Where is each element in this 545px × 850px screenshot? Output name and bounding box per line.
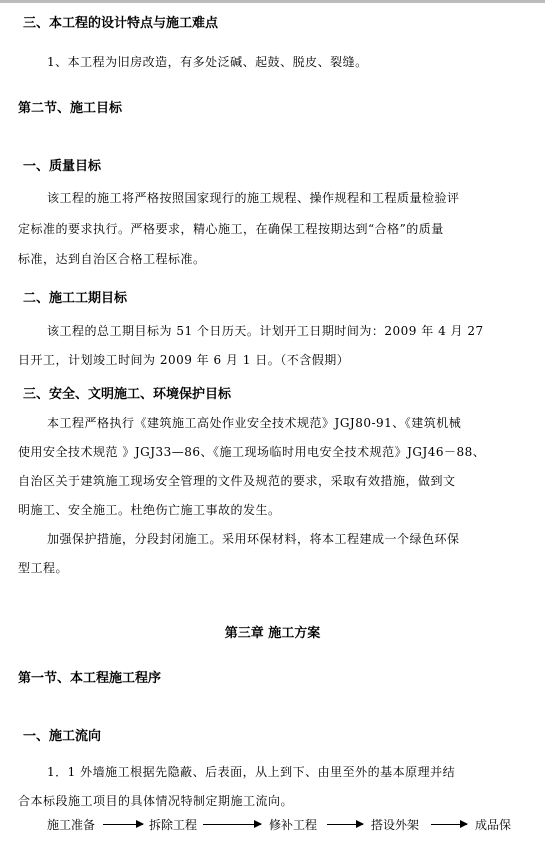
design-feature-item-1: 1、本工程为旧房改造，有多处泛碱、起鼓、脱皮、裂缝。 — [47, 55, 368, 69]
paragraph-line: 明施工、安全施工。杜绝伤亡施工事故的发生。 — [18, 503, 281, 517]
paragraph-line: 使用安全技术规范 》JGJ33—86、《施工现场临时用电安全技术规范》JGJ46－88、 — [18, 445, 486, 459]
section-title-construction-goals: 第二节、施工目标 — [18, 101, 123, 116]
heading-construction-flow: 一、施工流向 — [23, 729, 102, 744]
paragraph-line: 该工程的施工将严格按照国家现行的施工规程、操作规程和工程质量检验评 — [47, 191, 460, 205]
paragraph-line: 日开工，计划竣工时间为 2009 年 6 月 1 日。（不含假期） — [18, 353, 350, 367]
arrow-right-icon — [203, 824, 261, 825]
paragraph-line: 自治区关于建筑施工现场安全管理的文件及规范的要求，采取有效措施，做到文 — [18, 474, 456, 488]
flow-step: 搭设外架 — [371, 818, 420, 832]
paragraph-line: 型工程。 — [18, 561, 69, 575]
heading-quality-goal: 一、质量目标 — [23, 159, 102, 174]
chapter-title: 第三章 施工方案 — [224, 626, 321, 641]
paragraph-line: 该工程的总工期目标为 51 个日历天。计划开工日期时间为：2009 年 4 月 27 — [47, 324, 484, 338]
arrow-right-icon — [431, 824, 467, 825]
section-heading-design-features: 三、本工程的设计特点与施工难点 — [23, 16, 219, 31]
flow-step: 修补工程 — [269, 818, 318, 832]
paragraph-line: 1．1 外墙施工根据先隐蔽、后表面，从上到下、由里至外的基本原理并结 — [47, 765, 456, 779]
heading-safety-environment-goal: 三、安全、文明施工、环境保护目标 — [23, 387, 232, 402]
section-title-procedure: 第一节、本工程施工程序 — [18, 671, 162, 686]
paragraph-line: 定标准的要求执行。严格要求，精心施工，在确保工程按期达到“合格”的质量 — [18, 222, 444, 236]
flow-step: 成品保 — [475, 818, 512, 832]
paragraph-line: 本工程严格执行《建筑施工高处作业安全技术规范》JGJ80-91、《建筑机械 — [47, 416, 462, 430]
arrow-right-icon — [327, 824, 363, 825]
flow-step: 拆除工程 — [149, 818, 198, 832]
paragraph-line: 合本标段施工项目的具体情况特制定期施工流向。 — [18, 794, 294, 808]
arrow-right-icon — [103, 824, 143, 825]
paragraph-line: 加强保护措施，分段封闭施工。采用环保材料，将本工程建成一个绿色环保 — [47, 532, 460, 546]
paragraph-line: 标准，达到自治区合格工程标准。 — [18, 252, 206, 266]
page-top-edge — [0, 0, 545, 3]
flow-step: 施工准备 — [47, 818, 96, 832]
heading-schedule-goal: 二、施工工期目标 — [23, 291, 128, 306]
construction-flow-diagram — [47, 816, 517, 836]
